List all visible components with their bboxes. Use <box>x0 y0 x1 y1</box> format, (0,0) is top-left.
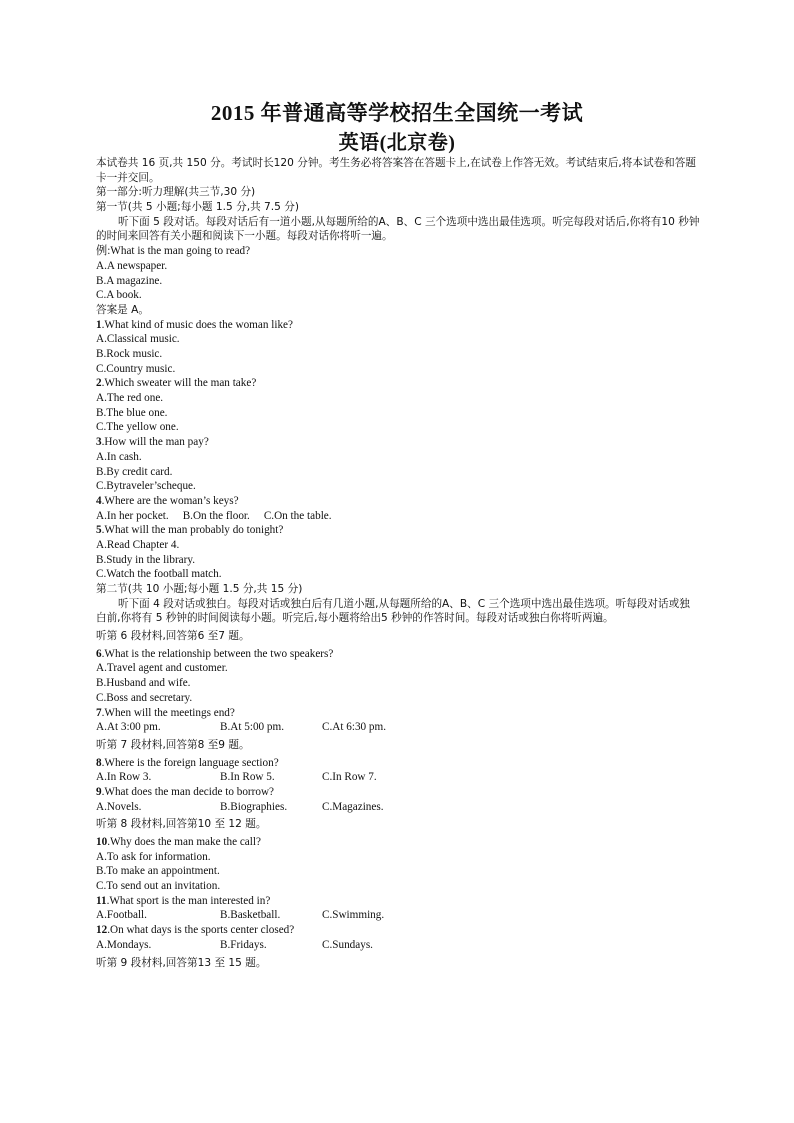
question-number: 4 <box>96 494 102 507</box>
option-row <box>96 770 700 785</box>
question-12 <box>96 923 700 938</box>
question-text: .Which sweater will the man take? <box>101 377 257 390</box>
question-text: .How will the man pay? <box>101 436 209 449</box>
option: C.Bytraveler’scheque. <box>96 480 196 493</box>
option: B.Biographies. <box>220 800 288 813</box>
question-text: .Where is the foreign language section? <box>101 756 279 769</box>
section1-instruction: 听下面 5 段对话。每段对话后有一道小题,从每题所给的A、B、C 三个选项中选出最佳选项。听完每段对话后,你将有10 秒钟的时间来回答有关小题和阅读下一小题。每段对话你将听一遍。 <box>96 215 700 243</box>
question-number: 9 <box>96 785 102 798</box>
option: A.The red one. <box>96 392 164 405</box>
example-answer: 答案是 A。 <box>96 303 149 316</box>
option: B.On the floor. <box>182 509 250 522</box>
exam-title: 2015 年普通高等学校招生全国统一考试 <box>210 101 584 125</box>
option: C.Swimming. <box>322 909 385 922</box>
section1-heading: 第一节(共 5 小题;每小题 1.5 分,共 7.5 分) <box>96 201 299 214</box>
question-number: 2 <box>96 377 102 390</box>
option: A.Novels. <box>96 800 142 813</box>
option: A.In her pocket. <box>96 509 169 522</box>
option: B.To make an appointment. <box>96 865 220 878</box>
option-row <box>96 938 700 953</box>
option-row <box>96 509 700 524</box>
option: C.Sundays. <box>322 938 373 951</box>
question-9 <box>96 785 700 800</box>
part-heading: 第一部分:听力理解(共三节,30 分) <box>96 186 256 199</box>
question-text: .Why does the man make the call? <box>107 836 261 849</box>
option: B.In Row 5. <box>220 771 275 784</box>
example-option: C.A book. <box>96 289 142 302</box>
option: C.In Row 7. <box>322 771 377 784</box>
option: A.Mondays. <box>96 938 152 951</box>
question-text: .On what days is the sports center closed? <box>107 924 295 937</box>
question-2 <box>96 376 700 391</box>
question-text: .Where are the woman’s keys? <box>101 494 239 507</box>
intro-text: 本试卷共 16 页,共 150 分。考试时长120 分钟。考生务必将答案答在答题卡上,在试卷上作答无效。考试结束后,将本试卷和答题卡一并交回。 <box>96 157 696 184</box>
section2-instruction: 听下面 4 段对话或独白。每段对话或独白后有几道小题,从每题所给的A、B、C 三个选项中选出最佳选项。听每段对话或独白前,你将有 5 秒钟的时间阅读每小题。听完后,每小题将给出5 秒钟的作答时间。每段对话或独白你将听两遍。 <box>96 597 690 625</box>
option: B.Basketball. <box>220 909 281 922</box>
question-text: .When will the meetings end? <box>101 706 235 719</box>
option: C.To send out an invitation. <box>96 880 221 893</box>
question-number: 3 <box>96 436 102 449</box>
question-text: .What sport is the man interested in? <box>106 894 271 907</box>
option: C.Country music. <box>96 362 176 375</box>
question-number: 1 <box>96 318 102 331</box>
option: B.By credit card. <box>96 465 173 478</box>
group-header: 听第 8 段材料,回答第10 至 12 题。 <box>96 818 267 831</box>
option: C.Boss and secretary. <box>96 691 193 704</box>
group-header: 听第 6 段材料,回答第6 至7 题。 <box>96 630 250 643</box>
question-number: 6 <box>96 647 102 660</box>
question-8 <box>96 756 700 771</box>
option-row <box>96 908 700 923</box>
option: A.At 3:00 pm. <box>96 721 161 734</box>
option: B.Study in the library. <box>96 553 196 566</box>
question-text: .What is the relationship between the two speakers? <box>101 647 334 660</box>
question-3 <box>96 435 700 450</box>
option: B.At 5:00 pm. <box>220 721 285 734</box>
question-6 <box>96 647 700 662</box>
group-header: 听第 9 段材料,回答第13 至 15 题。 <box>96 956 267 969</box>
question-text: .What will the man probably do tonight? <box>101 524 284 537</box>
question-number: 10 <box>96 836 108 849</box>
option: A.Read Chapter 4. <box>96 538 180 551</box>
option: A.In cash. <box>96 450 142 463</box>
option: C.Magazines. <box>322 800 384 813</box>
question-text: .What kind of music does the woman like? <box>101 318 293 331</box>
question-number: 11 <box>96 894 107 907</box>
option: A.To ask for information. <box>96 850 211 863</box>
option: A.Football. <box>96 909 147 922</box>
example-option: A.A newspaper. <box>96 259 168 272</box>
option: B.Husband and wife. <box>96 677 191 690</box>
question-1 <box>96 318 700 333</box>
question-5 <box>96 523 700 538</box>
option: A.In Row 3. <box>96 771 152 784</box>
option: C.At 6:30 pm. <box>322 721 387 734</box>
option: A.Travel agent and customer. <box>96 662 228 675</box>
option-row <box>96 800 700 815</box>
question-number: 8 <box>96 756 102 769</box>
question-number: 5 <box>96 524 102 537</box>
question-7 <box>96 706 700 721</box>
question-4 <box>96 494 700 509</box>
option: B.Rock music. <box>96 348 163 360</box>
question-number: 7 <box>96 706 102 719</box>
question-number: 12 <box>96 924 108 937</box>
section2-heading: 第二节(共 10 小题;每小题 1.5 分,共 15 分) <box>96 583 303 595</box>
option-row <box>96 720 700 735</box>
question-text: .What does the man decide to borrow? <box>101 785 275 798</box>
option: A.Classical music. <box>96 333 180 346</box>
group-header: 听第 7 段材料,回答第8 至9 题。 <box>96 738 250 751</box>
question-10 <box>96 835 700 850</box>
example-option: B.A magazine. <box>96 274 163 287</box>
exam-subtitle: 英语(北京卷) <box>338 132 456 154</box>
option: C.Watch the football match. <box>96 568 222 581</box>
exam-body <box>96 156 700 970</box>
option: B.The blue one. <box>96 406 168 419</box>
option: C.On the table. <box>263 509 332 522</box>
option: C.The yellow one. <box>96 421 179 434</box>
question-11 <box>96 894 700 909</box>
option: B.Fridays. <box>220 938 267 951</box>
example-question: 例:What is the man going to read? <box>96 245 251 258</box>
